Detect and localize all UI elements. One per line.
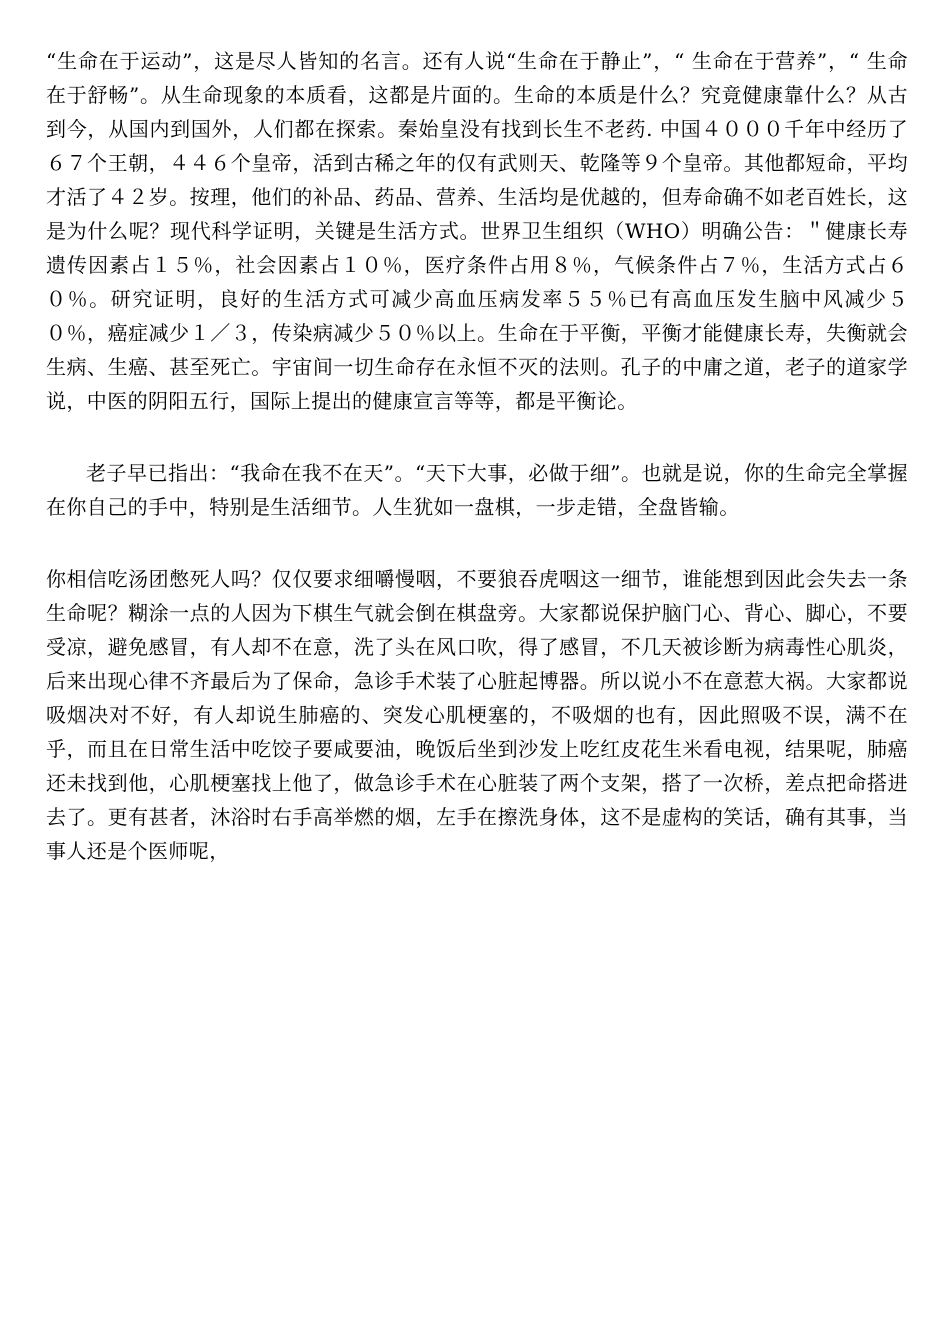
paragraph-lifestyle-health: “生命在于运动”，这是尽人皆知的名言。还有人说“生命在于静止”，“ 生命在于营养”，“ 生命在于舒畅”。从生命现象的本质看，这都是片面的。生命的本质是什么？究竟健康靠什么？从古到今，从国内到国外，人们都在探索。秦始皇没有找到长生不老药. 中国４０００千年中经历了６７个王朝，４４６个皇帝，活到古稀之年的仅有武则天、乾隆等９个皇帝。其他都短命，平均才活了４２岁。按理，他们的补品、药品、营养、生活均是优越的，但寿命确不如老百姓长，这是为什么呢？现代科学证明，关键是生活方式。世界卫生组织（WHO）明确公告：＂健康长寿遗传因素占１５％，社会因素占１０％，医疗条件占用８％，气候条件占７％，生活方式占６０％。研究证明，良好的生活方式可减少高血压病发率５５％已有高血压发生脑中风减少５０％，癌症减少１／３，传染病减少５０％以上。生命在于平衡，平衡才能健康长寿，失衡就会生病、生癌、甚至死亡。宇宙间一切生命存在永恒不灭的法则。孔子的中庸之道，老子的道家学说，中医的阴阳五行，国际上提出的健康宣言等等，都是平衡论。 [46, 49, 908, 413]
document-page [46, 44, 908, 868]
paragraph-life-details: 你相信吃汤团憋死人吗？仅仅要求细嚼慢咽，不要狼吞虎咽这一细节，谁能想到因此会失去一条生命呢？糊涂一点的人因为下棋生气就会倒在棋盘旁。大家都说保护脑门心、背心、脚心，不要受凉，避免感冒，有人却不在意，洗了头在风口吹，得了感冒，不几天被诊断为病毒性心肌炎，后来出现心律不齐最后为了保命，急诊手术装了心脏起博器。所以说小不在意惹大祸。大家都说吸烟决对不好，有人却说生肺癌的、突发心肌梗塞的，不吸烟的也有，因此照吸不误，满不在乎，而且在日常生活中吃饺子要咸要油，晚饭后坐到沙发上吃红皮花生米看电视，结果呢，肺癌还未找到他，心肌梗塞找上他了，做急诊手术在心脏装了两个支架，搭了一次桥，差点把命搭进去了。更有甚者，沐浴时右手高举燃的烟，左手在擦洗身体，这不是虚构的笑话，确有其事，当事人还是个医师呢， [46, 567, 908, 863]
paragraph-spacer [46, 418, 908, 456]
paragraph-laozi-quote: 老子早已指出：“我命在我不在天”。“天下大事，必做于细”。也就是说，你的生命完全掌握在你自己的手中，特别是生活细节。人生犹如一盘棋，一步走错，全盘皆输。 [46, 461, 908, 519]
paragraph-spacer [46, 524, 908, 562]
